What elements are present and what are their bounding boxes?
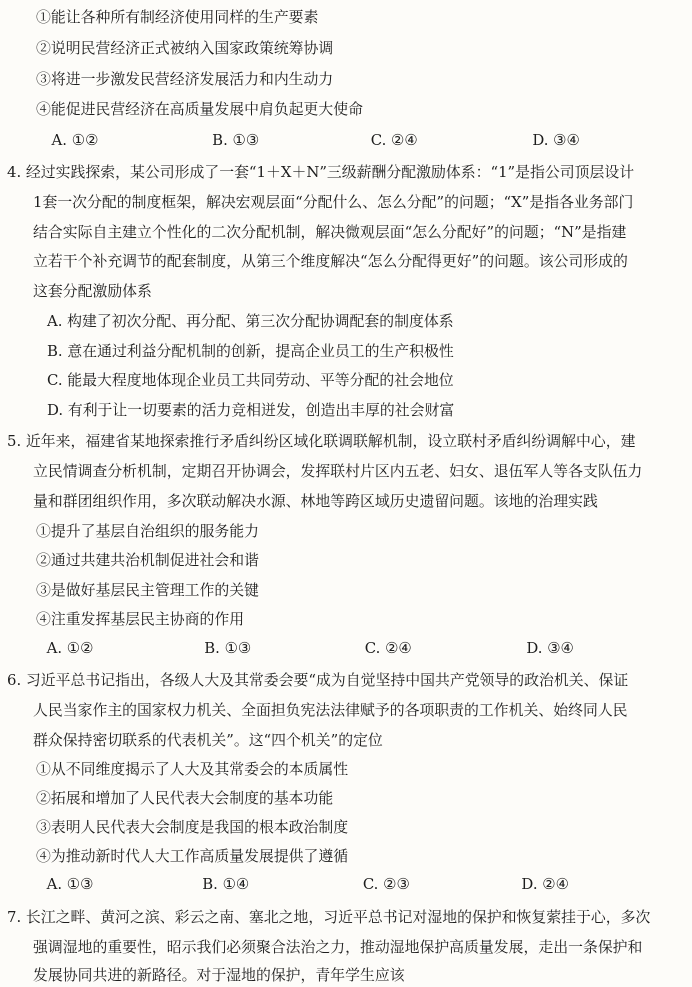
- q5-statement-3: ③是做好基层民主管理工作的关键: [36, 581, 259, 599]
- q5-option-c: C. ②④: [364, 639, 412, 657]
- q3-option-b: B. ①③: [212, 131, 260, 149]
- q3-statement-2: ②说明民营经济正式被纳入国家政策统筹协调: [36, 39, 334, 57]
- q3-option-a: A. ①②: [51, 131, 99, 149]
- q5-option-a: A. ①②: [46, 639, 94, 657]
- q5-option-d: D. ③④: [526, 639, 574, 657]
- q4-stem-line-5: 这套分配激励体系: [33, 282, 152, 300]
- q6-option-a: A. ①③: [46, 875, 94, 893]
- q6-option-c: C. ②③: [362, 875, 410, 893]
- q7-stem-line-1: 7. 长江之畔、黄河之滨、彩云之南、塞北之地，习近平总书记对湿地的保护和恢复萦挂于心，多次: [7, 908, 651, 926]
- q6-statement-1: ①从不同维度揭示了人大及其常委会的本质属性: [36, 760, 349, 778]
- q7-stem-line-2: 强调湿地的重要性，昭示我们必须聚合法治之力，推动湿地保护高质量发展，走出一条保护和: [33, 938, 643, 956]
- q4-option-c: C. 能最大程度地体现企业员工共同劳动、平等分配的社会地位: [47, 371, 454, 389]
- q5-statement-1: ①提升了基层自治组织的服务能力: [36, 522, 259, 540]
- q4-stem-line-4: 立若干个补充调节的配套制度，从第三个维度解决“怎么分配得更好”的问题。该公司形成的: [33, 252, 628, 270]
- q6-stem-line-1: 6. 习近平总书记指出，各级人大及其常委会要“成为自觉坚持中国共产党领导的政治机关、保证: [7, 671, 629, 689]
- q4-stem-line-2: 1套一次分配的制度框架，解决宏观层面“分配什么、怎么分配”的问题；“X”是指各业务部门: [33, 193, 634, 211]
- q3-statement-4: ④能促进民营经济在高质量发展中肩负起更大使命: [36, 100, 364, 118]
- q6-stem-line-3: 群众保持密切联系的代表机关”。这“四个机关”的定位: [33, 731, 383, 749]
- q4-option-b: B. 意在通过利益分配机制的创新，提高企业员工的生产积极性: [47, 342, 454, 360]
- q5-option-b: B. ①③: [204, 639, 252, 657]
- q3-statement-1: ①能让各种所有制经济使用同样的生产要素: [36, 8, 319, 26]
- q4-option-d: D. 有利于让一切要素的活力竞相迸发，创造出丰厚的社会财富: [47, 401, 455, 419]
- q3-option-c: C. ②④: [370, 131, 418, 149]
- q4-stem-line-1: 4. 经过实践探索，某公司形成了一套“1＋X＋N”三级薪酬分配激励体系：“1”是指公司顶层设计: [7, 163, 635, 181]
- q5-statement-2: ②通过共建共治机制促进社会和谐: [36, 551, 259, 569]
- q3-option-d: D. ③④: [532, 131, 580, 149]
- q6-stem-line-2: 人民当家作主的国家权力机关、全面担负宪法法律赋予的各项职责的工作机关、始终同人民: [33, 701, 628, 719]
- q6-statement-3: ③表明人民代表大会制度是我国的根本政治制度: [36, 818, 349, 836]
- q6-statement-4: ④为推动新时代人大工作高质量发展提供了遵循: [36, 847, 349, 865]
- q7-stem-line-3: 发展协同共进的新路径。对于湿地的保护，青年学生应该: [33, 966, 405, 984]
- q5-statement-4: ④注重发挥基层民主协商的作用: [36, 610, 245, 628]
- q5-stem-line-1: 5. 近年来，福建省某地探索推行矛盾纠纷区域化联调联解机制，设立联村矛盾纠纷调解中心，建: [7, 432, 636, 450]
- q4-stem-line-3: 结合实际自主建立个性化的二次分配机制，解决微观层面“怎么分配好”的问题；“N”是指建: [33, 223, 627, 241]
- q5-stem-line-3: 量和群团组织作用，多次联动解决水源、林地等跨区域历史遗留问题。该地的治理实践: [33, 492, 598, 510]
- q4-option-a: A. 构建了初次分配、再分配、第三次分配协调配套的制度体系: [47, 312, 454, 330]
- q6-option-b: B. ①④: [202, 875, 250, 893]
- q3-statement-3: ③将进一步激发民营经济发展活力和内生动力: [36, 70, 334, 88]
- q6-option-d: D. ②④: [521, 875, 569, 893]
- q5-stem-line-2: 立民情调查分析机制，定期召开协调会，发挥联村片区内五老、妇女、退伍军人等各支队伍力: [33, 462, 643, 480]
- q6-statement-2: ②拓展和增加了人民代表大会制度的基本功能: [36, 789, 334, 807]
